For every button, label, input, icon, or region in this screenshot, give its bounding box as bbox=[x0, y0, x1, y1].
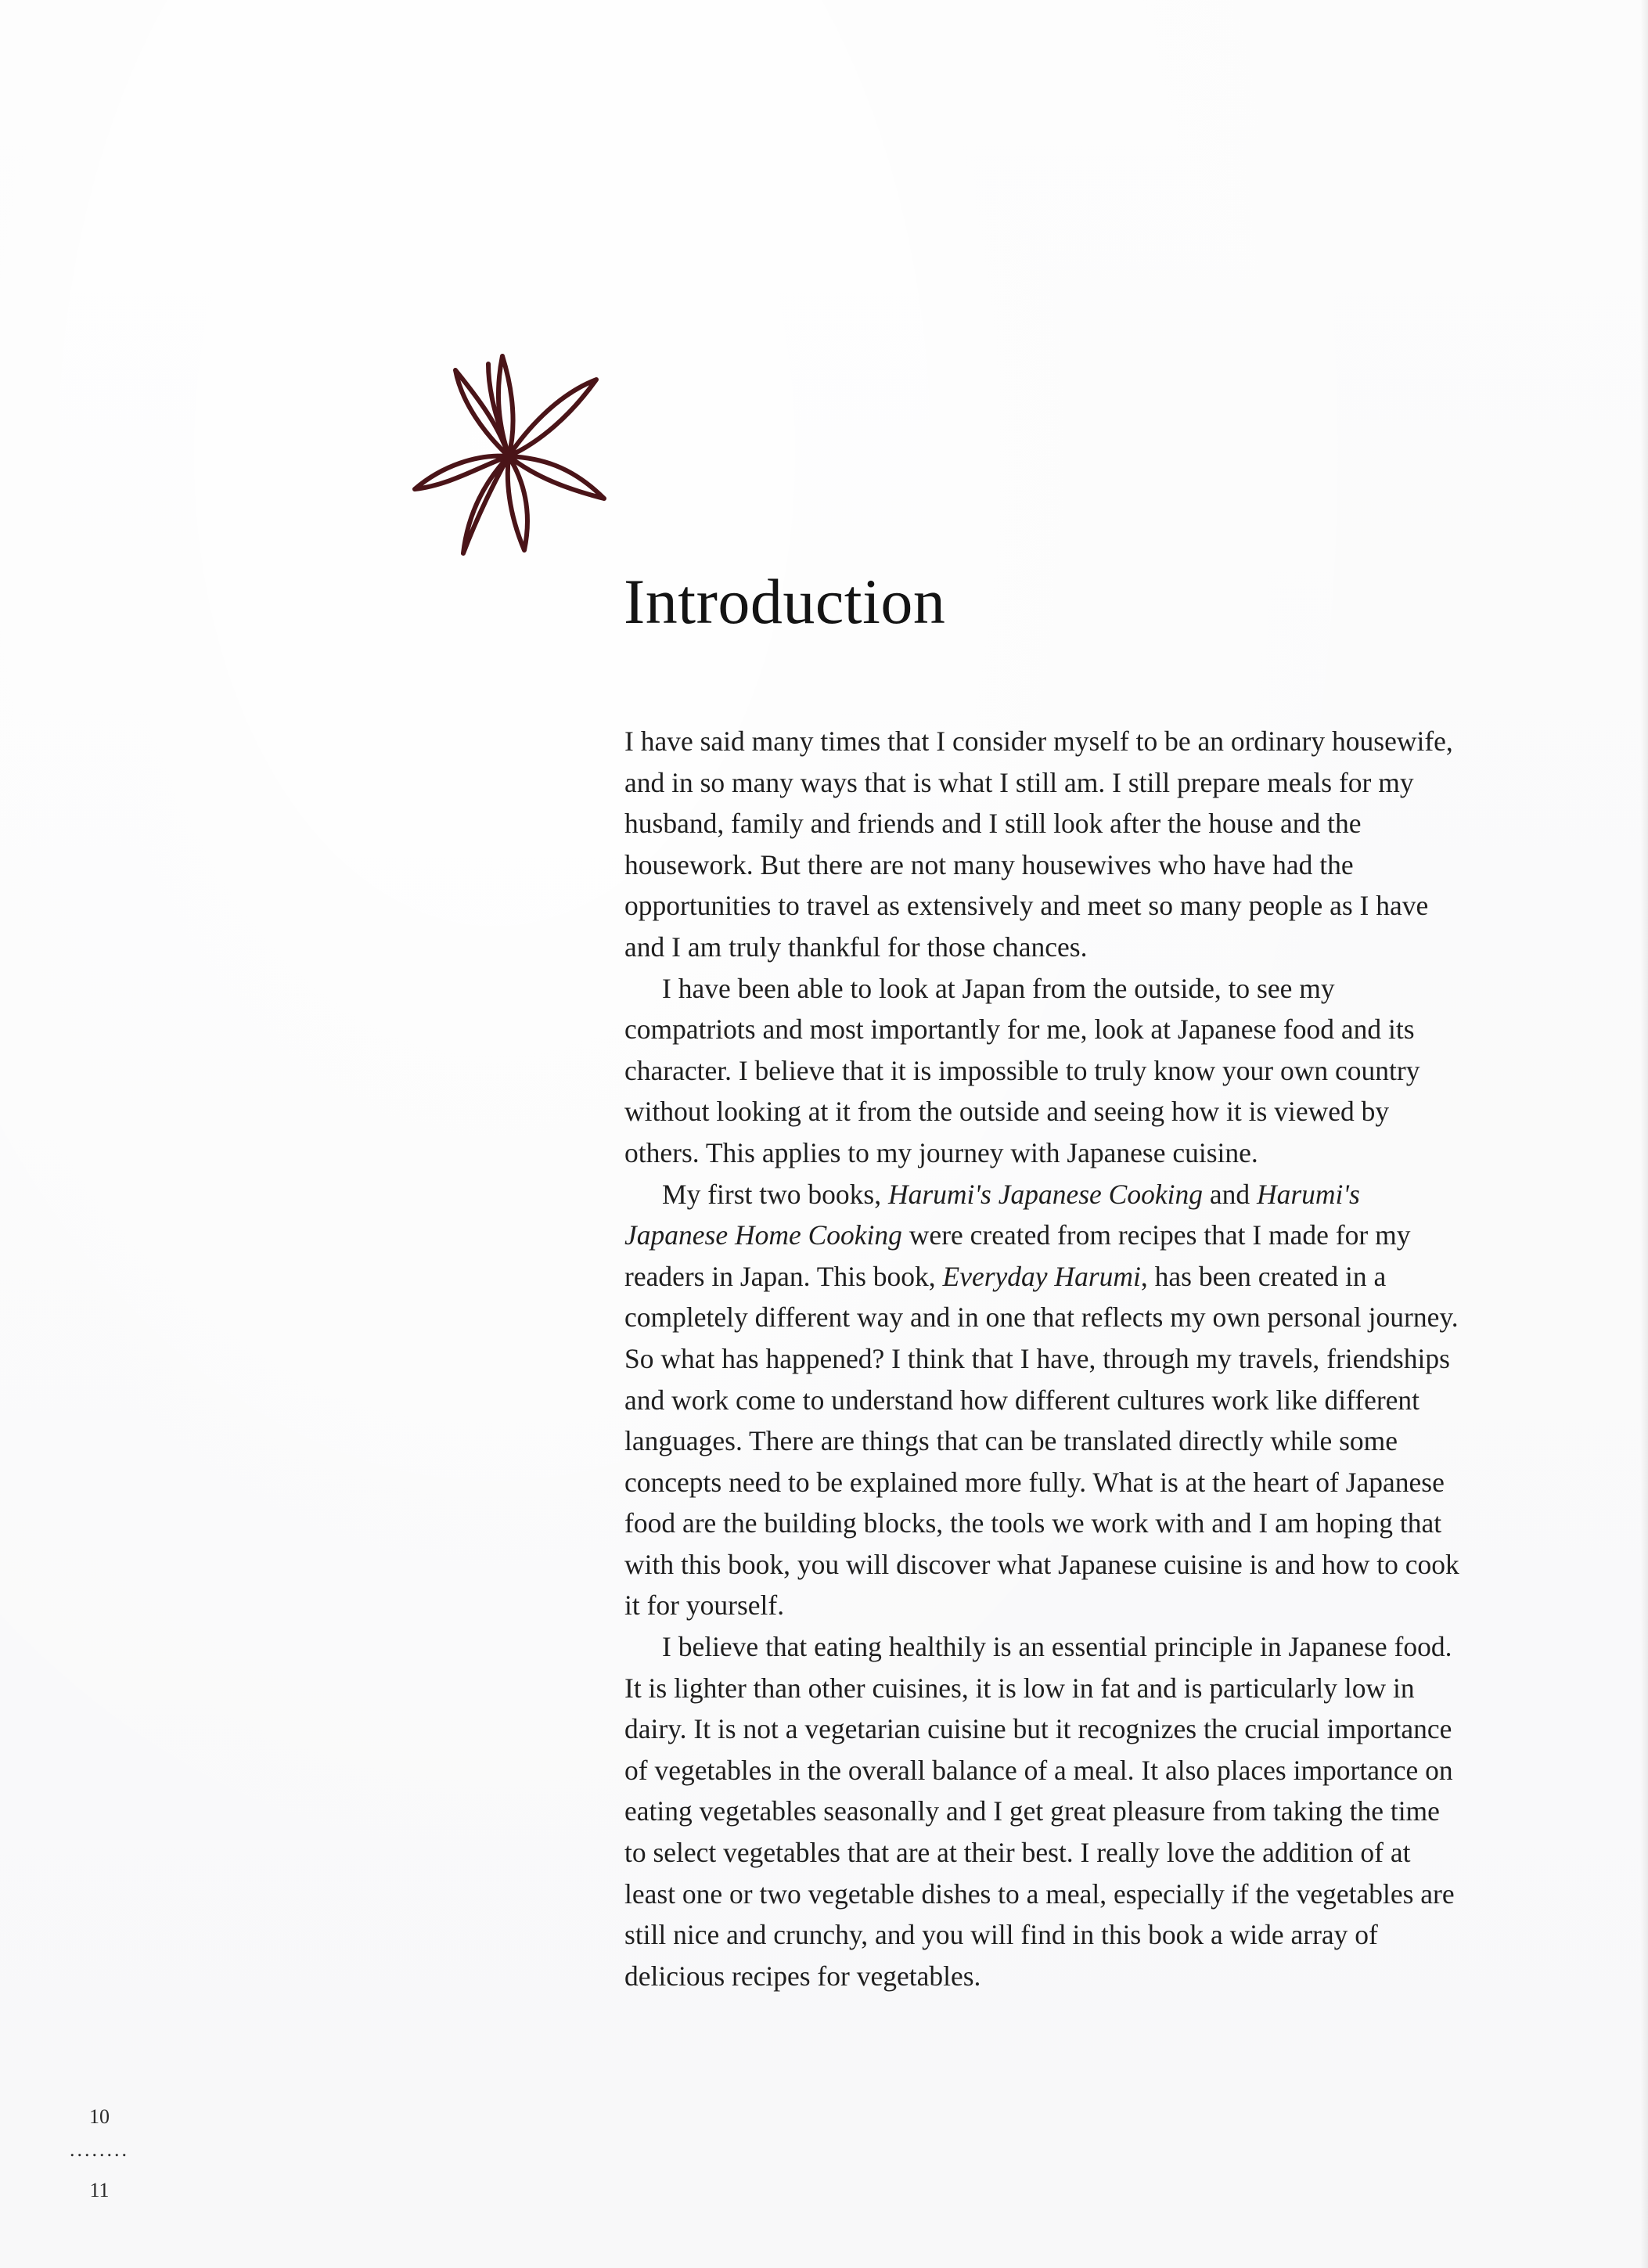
page-number-right: 11 bbox=[89, 2179, 110, 2201]
paragraph-text: My first two books, bbox=[662, 1178, 888, 1210]
body-paragraph bbox=[624, 968, 1462, 1174]
paragraph-text: and bbox=[1202, 1178, 1257, 1210]
paragraph-text: , has been created in a completely different way and in one that reflects my own personal journey. So what has happened? I think that I have, through my travels, friendships and work come to understand how different cultures work like different languages. There are things that can be translated directly while some concepts need to be explained more fully. What is at the heart of Japanese food are the building blocks, the tools we work with and I am hoping that with this book, you will discover what Japanese cuisine is and how to cook it for yourself. bbox=[624, 1260, 1459, 1622]
paragraph-text: were created from recipes that I made for my readers in Japan. This book, bbox=[624, 1219, 1411, 1292]
page-edge-shadow bbox=[1640, 0, 1648, 2268]
page-title: Introduction bbox=[624, 566, 946, 637]
book-title-italic: Harumi's Japanese Home Cooking bbox=[624, 1178, 1360, 1251]
folio-dots: ........ bbox=[70, 2138, 129, 2161]
paragraph-text: I have said many times that I consider myself to be an ordinary housewife, and in so many ways that is what I still am. I still prepare meals for my husband, family and friends and I still look after the house and the housework. But there are not many housewives who have had the opportunities to travel as extensively and meet so many people as I have and I am truly thankful for those chances. bbox=[624, 725, 1453, 963]
book-title-italic: Everyday Harumi bbox=[942, 1260, 1141, 1292]
page-number-left: 10 bbox=[89, 2105, 110, 2128]
introduction-body bbox=[624, 721, 1462, 1996]
body-paragraph bbox=[624, 1626, 1462, 1996]
paragraph-text: I believe that eating healthily is an essential principle in Japanese food. It is lighter than other cuisines, it is low in fat and is particularly low in dairy. It is not a vegetarian cuisine but it recognizes the crucial importance of vegetables in the overall balance of a meal. It also places importance on eating vegetables seasonally and I get great pleasure from taking the time to select vegetables that are at their best. I really love the addition of at least one or two vegetable dishes to a meal, especially if the vegetables are still nice and crunchy, and you will find in this book a wide array of delicious recipes for vegetables. bbox=[624, 1631, 1455, 1992]
book-title-italic: Harumi's Japanese Cooking bbox=[887, 1178, 1203, 1210]
paragraph-text: I have been able to look at Japan from the outside, to see my compatriots and most importantly for me, look at Japanese food and its character. I believe that it is impossible to truly know your own country without looking at it from the outside and seeing how it is viewed by others. This applies to my journey with Japanese cuisine. bbox=[624, 972, 1420, 1168]
body-paragraph bbox=[624, 721, 1462, 968]
flower-icon bbox=[407, 348, 610, 560]
body-paragraph bbox=[624, 1174, 1462, 1627]
